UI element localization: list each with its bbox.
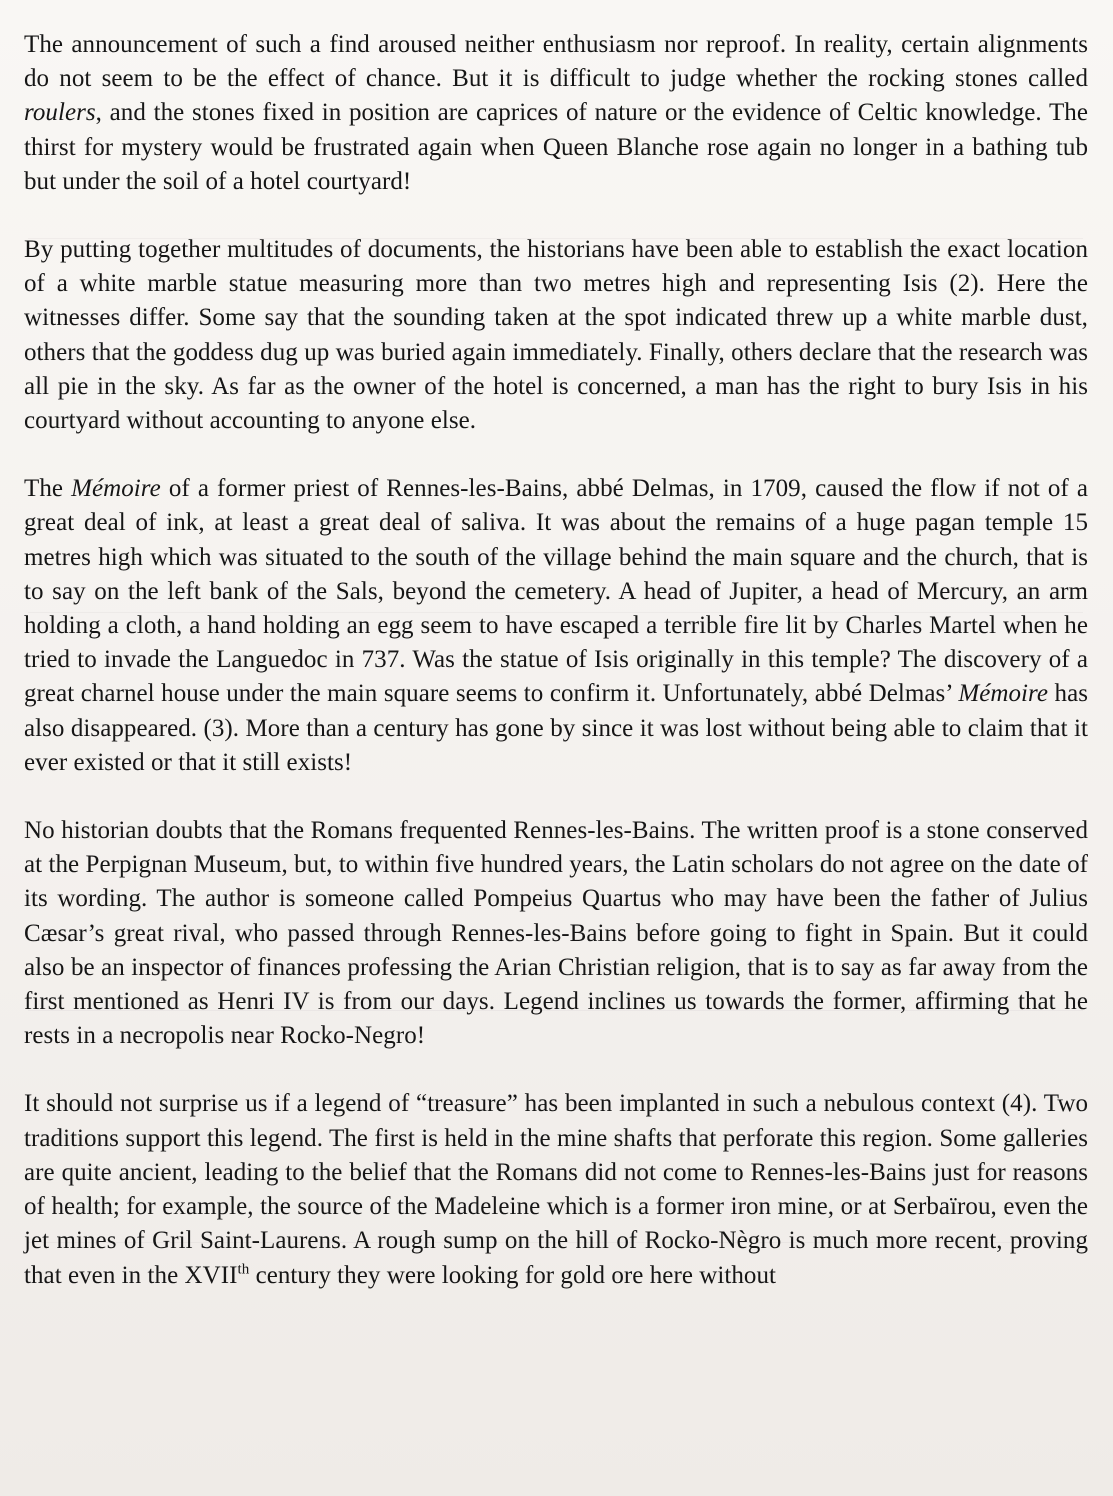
- paragraph-1-text-b: , and the stones fixed in position are caprices of nature or the evidence of Celtic knowledge. The thirst for mystery would be frustrated again when Queen Blanche rose again no longer in a bathing tub but under the soil of a hotel courtyard!: [24, 99, 1088, 195]
- paragraph-2: [24, 233, 1088, 438]
- paragraph-1: [24, 28, 1088, 199]
- body-text: [24, 28, 1088, 1293]
- ordinal-superscript: th: [237, 1261, 250, 1278]
- term-memoire: Mémoire: [958, 680, 1048, 708]
- paragraph-5-text-b: century they were looking for gold ore here without: [249, 1261, 777, 1289]
- paragraph-2-text: By putting together multitudes of documents, the historians have been able to establish the exact location of a white marble statue measuring more than two metres high and representing Isis (2). Here the witnesses differ. Some say that the sounding taken at the spot indicated threw up a white marble dust, others that the goddess dug up was buried again immediately. Finally, others declare that the research was all pie in the sky. As far as the owner of the hotel is concerned, a man has the right to bury Isis in his courtyard without accounting to anyone else.: [24, 236, 1088, 435]
- term-memoire: Mémoire: [71, 475, 161, 503]
- paragraph-1-text-a: The announcement of such a find aroused neither enthusiasm nor reproof. In reality, certain alignments do not seem to be the effect of chance. But it is difficult to judge whether the rocking stones called: [24, 31, 1088, 93]
- paragraph-3-text-a: The: [24, 475, 72, 503]
- paragraph-3: [24, 472, 1088, 780]
- term-roulers: roulers: [24, 99, 96, 127]
- paragraph-5-text-a: It should not surprise us if a legend of “treasure” has been implanted in such a nebulous context (4). Two traditions support this legend. The first is held in the mine shafts that perforate this region. Some galleries are quite ancient, leading to the belief that the Romans did not come to Rennes-les-Bains just for reasons of health; for example, the source of the Madeleine which is a former iron mine, or at Serbaïrou, even the jet mines of Gril Saint-Laurens. A rough sump on the hill of Rocko-Nègro is much more recent, proving that even in the XVII: [24, 1090, 1088, 1289]
- paragraph-3-text-b: of a former priest of Rennes-les-Bains, abbé Delmas, in 1709, caused the flow if not of a great deal of ink, at least a great deal of saliva. It was about the remains of a huge pagan temple 15 metres high which was situated to the south of the village behind the main square and the church, that is to say on the left bank of the Sals, beyond the cemetery. A head of Jupiter, a head of Mercury, an arm holding a cloth, a hand holding an egg seem to have escaped a terrible fire lit by Charles Martel when he tried to invade the Languedoc in 737. Was the statue of Isis originally in this temple? The discovery of a great charnel house under the main square seems to confirm it. Unfortunately, abbé Delmas’: [24, 475, 1089, 708]
- paragraph-3-text-c: has also disappeared. (3). More than a century has gone by since it was lost without being able to claim that it ever existed or that it still exists!: [24, 680, 1088, 776]
- paragraph-4-text: No historian doubts that the Romans frequented Rennes-les-Bains. The written proof is a stone conserved at the Perpignan Museum, but, to within five hundred years, the Latin scholars do not agree on the date of its wording. The author is someone called Pompeius Quartus who may have been the father of Julius Cæsar’s great rival, who passed through Rennes-les-Bains before going to fight in Spain. But it could also be an inspector of finances professing the Arian Christian religion, that is to say as far away from the first mentioned as Henri IV is from our days. Legend inclines us towards the former, affirming that he rests in a necropolis near Rocko-Negro!: [24, 817, 1088, 1050]
- paragraph-4: [24, 814, 1088, 1053]
- paragraph-5: [24, 1087, 1088, 1292]
